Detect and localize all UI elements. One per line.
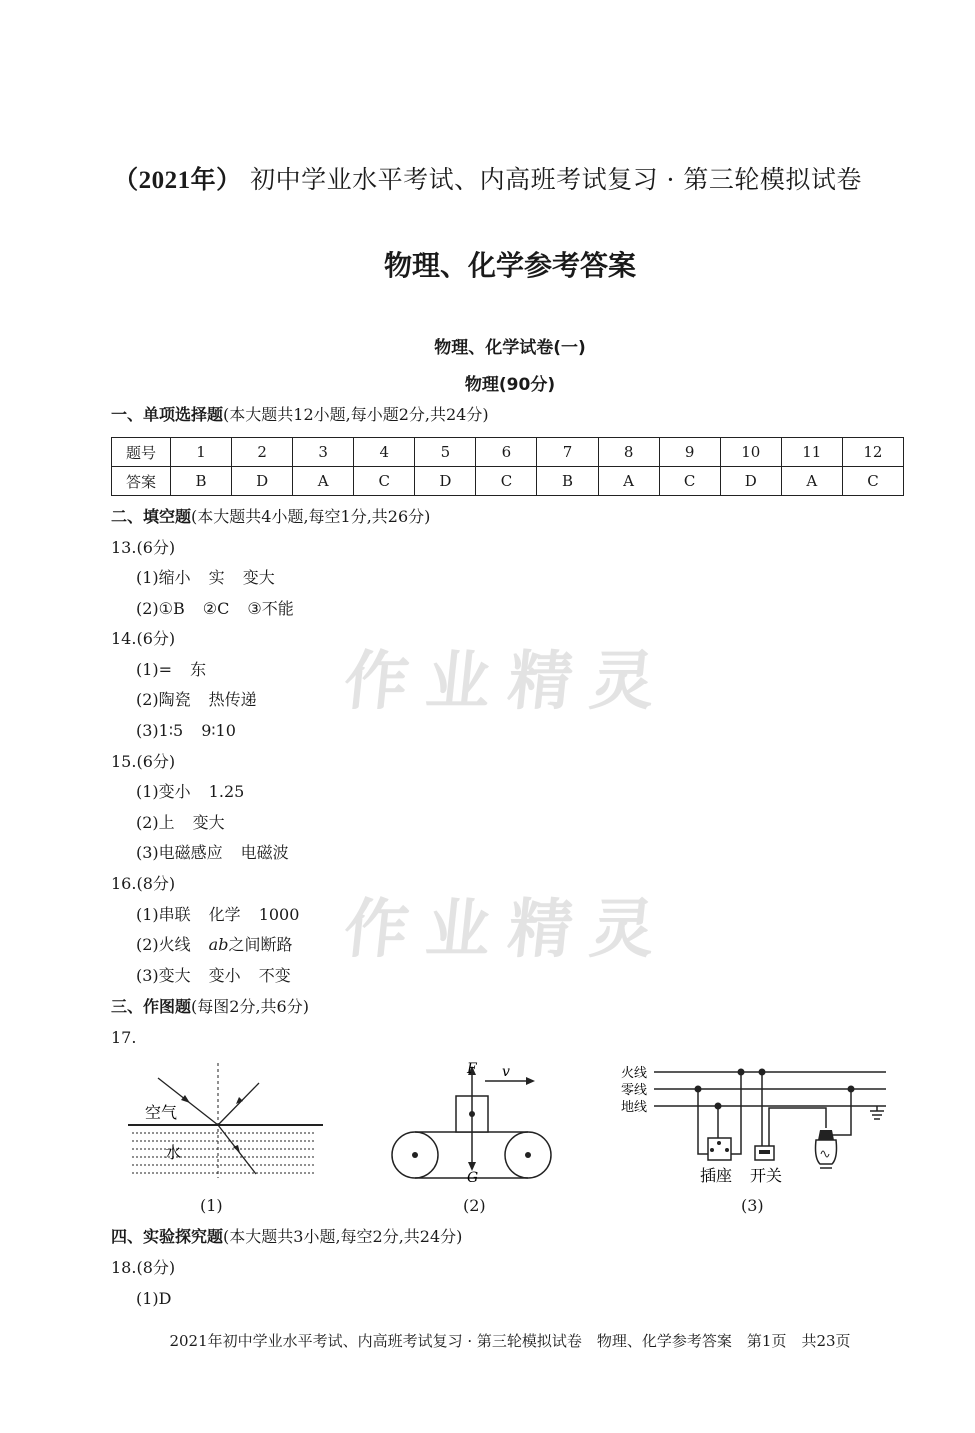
table-cell: 7	[537, 438, 598, 467]
answer-16-2	[136, 935, 292, 955]
table-cell: C	[842, 467, 903, 496]
junction-dot	[715, 1103, 722, 1110]
answer-text: (3)1∶5	[136, 721, 184, 740]
answer-text: 9∶10	[201, 721, 236, 740]
exam-header	[0, 160, 975, 196]
arrow-head	[526, 1077, 535, 1085]
answer-16-3	[136, 966, 291, 986]
answer-variable: ab	[208, 935, 229, 954]
answer-text: (1)缩小	[136, 568, 191, 587]
answer-text: 化学	[208, 905, 241, 924]
answer-14-3	[136, 721, 236, 741]
answer-text: (1)串联	[136, 905, 191, 924]
answer-13-2	[136, 599, 294, 619]
figure-circuit	[618, 1058, 890, 1188]
exam-year: （2021年）	[113, 167, 242, 194]
answer-text: 之间断路	[228, 935, 293, 954]
question-17-label: 17.	[111, 1028, 137, 1047]
table-cell: 4	[354, 438, 415, 467]
section-2-title: 二、填空题	[111, 507, 192, 526]
answer-text: (3)电磁感应	[136, 843, 223, 862]
table-cell: 10	[720, 438, 781, 467]
label-switch: 开关	[750, 1166, 783, 1185]
section-3-note: (每图2分,共6分)	[191, 997, 309, 1016]
section-4-note: (本大题共3小题,每空2分,共24分)	[223, 1227, 463, 1246]
junction-dot	[695, 1086, 702, 1093]
junction-dot	[759, 1069, 766, 1076]
answer-text: 不变	[258, 966, 291, 985]
answer-18-1: (1)D	[136, 1289, 172, 1308]
table-cell: 1	[171, 438, 232, 467]
socket-hole	[717, 1141, 721, 1145]
exam-title: 初中学业水平考试、内高班考试复习 · 第三轮模拟试卷	[250, 165, 862, 194]
figure-refraction	[128, 1058, 328, 1183]
table-cell: 12	[842, 438, 903, 467]
question-13-label: 13.(6分)	[111, 538, 176, 557]
answer-text: 1000	[258, 905, 300, 924]
question-16-label: 16.(8分)	[111, 874, 176, 893]
roller-axle	[412, 1152, 418, 1158]
reflected-ray	[218, 1083, 259, 1125]
table-cell: C	[476, 467, 537, 496]
answer-text: (1)=	[136, 660, 173, 679]
label-neutral: 零线	[621, 1083, 648, 1098]
section-2-note: (本大题共4小题,每空1分,共26分)	[191, 507, 431, 526]
lamp-bulb	[816, 1140, 837, 1164]
label-air: 空气	[145, 1103, 178, 1122]
switch-lever	[759, 1150, 770, 1154]
socket-neutral-lead	[698, 1089, 708, 1154]
water-hatch	[132, 1133, 316, 1173]
answer-text: 实	[208, 568, 225, 587]
answer-text: 东	[190, 660, 207, 679]
answer-text: 热传递	[208, 690, 257, 709]
table-cell: 3	[293, 438, 354, 467]
section-1-title: 一、单项选择题	[111, 405, 224, 424]
label-G: G	[467, 1170, 479, 1183]
lamp-filament	[821, 1151, 829, 1157]
table-header-number: 题号	[112, 438, 171, 467]
socket-hole	[725, 1148, 729, 1152]
figure-2-caption: (2)	[463, 1196, 486, 1215]
answer-text: (1)变小	[136, 782, 191, 801]
answer-text: 变大	[242, 568, 275, 587]
label-v: v	[502, 1064, 510, 1080]
answer-15-2	[136, 813, 225, 833]
answer-15-3	[136, 843, 289, 863]
answer-14-2	[136, 690, 257, 710]
question-14-label: 14.(6分)	[111, 629, 176, 648]
table-row-answers	[112, 467, 904, 496]
roller-axle	[525, 1152, 531, 1158]
answer-text: 变小	[208, 966, 241, 985]
table-cell: A	[781, 467, 842, 496]
table-cell: B	[171, 467, 232, 496]
label-water: 水	[165, 1143, 182, 1162]
answer-15-1	[136, 782, 244, 802]
section-3-heading	[111, 997, 309, 1017]
answer-text: (2)陶瓷	[136, 690, 191, 709]
table-cell: B	[537, 467, 598, 496]
table-cell: 9	[659, 438, 720, 467]
lamp-neutral-lead	[832, 1089, 851, 1135]
section-4-title: 四、实验探究题	[111, 1227, 224, 1246]
answer-text: 1.25	[208, 782, 245, 801]
table-cell: 11	[781, 438, 842, 467]
junction-dot	[738, 1069, 745, 1076]
table-cell: D	[232, 467, 293, 496]
answer-text: ③不能	[247, 599, 294, 618]
main-title: 物理、化学参考答案	[383, 249, 636, 282]
answer-16-1	[136, 905, 299, 925]
subject-title: 物理(90分)	[464, 375, 556, 395]
question-18-label: 18.(8分)	[111, 1258, 176, 1277]
table-cell: A	[293, 467, 354, 496]
socket-live-lead	[731, 1072, 741, 1154]
question-15-label: 15.(6分)	[111, 752, 176, 771]
answer-14-1	[136, 660, 206, 680]
center-of-mass	[469, 1111, 475, 1117]
table-row-numbers	[112, 438, 904, 467]
figure-3-caption: (3)	[741, 1196, 764, 1215]
answer-text: 变大	[192, 813, 225, 832]
answer-text: (2)①B	[136, 599, 185, 618]
figure-1-caption: (1)	[200, 1196, 223, 1215]
table-cell: 2	[232, 438, 293, 467]
watermark: 作业精灵	[340, 893, 677, 967]
table-cell: D	[415, 467, 476, 496]
section-4-heading	[111, 1227, 462, 1247]
section-1-note: (本大题共12小题,每小题2分,共24分)	[223, 405, 489, 424]
answer-text: 电磁波	[240, 843, 289, 862]
section-1-heading	[111, 405, 489, 425]
junction-dot	[848, 1086, 855, 1093]
table-cell: A	[598, 467, 659, 496]
lamp-socket	[818, 1130, 834, 1140]
label-socket: 插座	[700, 1166, 733, 1185]
arrow-head	[181, 1095, 190, 1103]
table-header-answer: 答案	[112, 467, 171, 496]
answer-text: ②C	[202, 599, 230, 618]
socket-hole	[710, 1148, 714, 1152]
table-cell: 8	[598, 438, 659, 467]
paper-title: 物理、化学试卷(一)	[434, 338, 586, 358]
figure-conveyor	[385, 1058, 560, 1183]
answer-text: (3)变大	[136, 966, 191, 985]
table-cell: C	[659, 467, 720, 496]
answer-text: (2)上	[136, 813, 175, 832]
table-cell: 5	[415, 438, 476, 467]
table-cell: D	[720, 467, 781, 496]
answer-text: (2)火线	[136, 935, 191, 954]
section-2-heading	[111, 507, 430, 527]
answer-13-1	[136, 568, 275, 588]
section-3-title: 三、作图题	[111, 997, 192, 1016]
table-cell: C	[354, 467, 415, 496]
page-footer: 2021年初中学业水平考试、内高班考试复习 · 第三轮模拟试卷 物理、化学参考答案 第1页 共23页	[169, 1332, 851, 1350]
label-F: F	[467, 1061, 477, 1077]
table-cell: 6	[476, 438, 537, 467]
label-ground: 地线	[621, 1100, 648, 1115]
label-live: 火线	[621, 1066, 648, 1081]
answer-table	[111, 437, 904, 496]
watermark: 作业精灵	[340, 645, 677, 719]
